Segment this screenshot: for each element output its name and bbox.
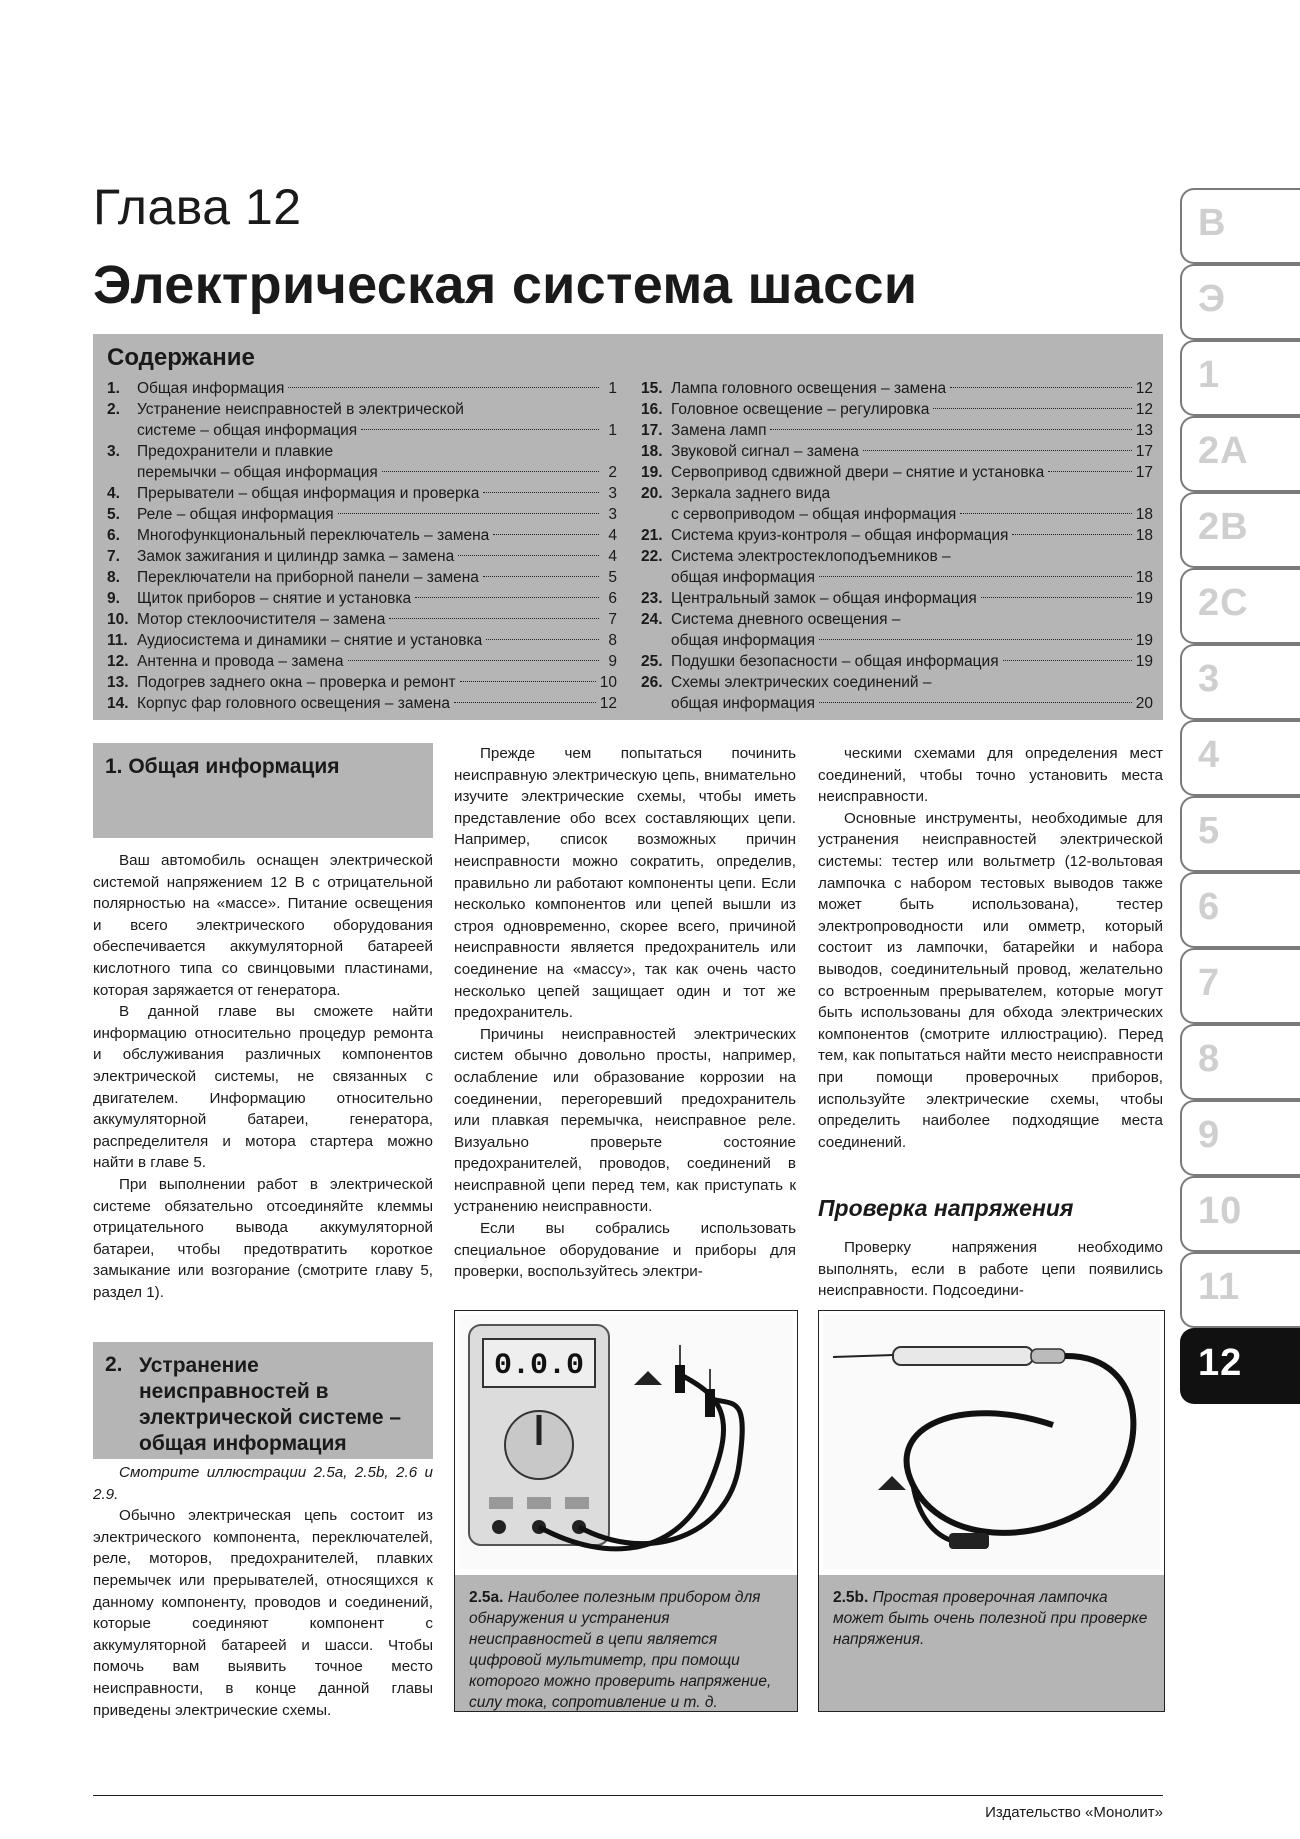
toc-entry-page: 17 [1135, 464, 1153, 481]
toc-entry-page: 4 [608, 548, 617, 565]
toc-entry-text: Прерыватели – общая информация и проверка [137, 485, 480, 502]
toc-entry-text: Аудиосистема и динамики – снятие и установка [137, 632, 483, 649]
toc-entry [107, 420, 617, 441]
figure-caption-text: Наиболее полезным прибором для обнаружения и устранения неисправностей в цепи является цифровой мультиметр, при помощи которого можно проверить напряжение, силу тока, сопротивление и т. д. [469, 1589, 772, 1711]
toc-entry-text: Головное освещение – регулировка [671, 401, 930, 418]
chapter-tab-в[interactable] [1180, 188, 1300, 264]
chapter-tab-label: 6 [1198, 886, 1221, 928]
toc-entry [641, 546, 1153, 567]
subsection-title: Проверка напряжения [818, 1195, 1074, 1221]
toc-entry-number: 5. [107, 506, 120, 523]
toc-entry-number: 1. [107, 380, 120, 397]
toc-entry-number: 23. [641, 590, 663, 607]
toc-entry-number: 18. [641, 443, 663, 460]
column-2-body [454, 743, 796, 1283]
chapter-tab-label: 4 [1198, 734, 1221, 776]
figure-2-5a [454, 1310, 798, 1712]
chapter-tab-label: 2A [1198, 430, 1249, 472]
toc-entry-text: Звуковой сигнал – замена [671, 443, 859, 460]
toc-entry-page: 9 [608, 653, 617, 670]
toc-entry-text: общая информация [671, 695, 815, 712]
toc-column-left [107, 378, 617, 714]
toc-entry-text: Устранение неисправностей в электрической [137, 401, 464, 418]
chapter-tab-э[interactable] [1180, 264, 1300, 340]
toc-leader-dots [950, 387, 1132, 388]
figure-label: 2.5a. [469, 1589, 504, 1606]
toc-entry-number: 21. [641, 527, 663, 544]
toc-entry-page: 19 [1135, 632, 1153, 649]
toc-entry-text: Щиток приборов – снятие и установка [137, 590, 412, 607]
toc-entry [107, 693, 617, 714]
figure-label: 2.5b. [833, 1589, 869, 1606]
toc-entry-page: 12 [1135, 401, 1153, 418]
toc-entry-text: Зеркала заднего вида [671, 485, 831, 502]
toc-title: Содержание [107, 344, 255, 371]
toc-column-right [641, 378, 1153, 714]
toc-entry-text: системе – общая информация [137, 422, 358, 439]
toc-entry-number: 16. [641, 401, 663, 418]
toc-entry-page: 3 [608, 506, 617, 523]
multimeter-illustration [459, 1315, 793, 1569]
figure-caption [819, 1575, 1164, 1711]
toc-entry [107, 630, 617, 651]
toc-entry-text: общая информация [671, 569, 815, 586]
toc-entry [641, 651, 1153, 672]
toc-entry-text: Мотор стеклоочистителя – замена [137, 611, 386, 628]
toc-leader-dots [981, 597, 1132, 598]
toc-entry-number: 8. [107, 569, 120, 586]
paragraph: Обычно электрическая цепь состоит из электрического компонента, переключателей, реле, моторов, предохранителей, плавких перемычек или прерывателей, относящихся к данному компоненту, проводов и соединений, которые соединяют компонент с аккумуляторной батареей и шасси. Чтобы помочь вам выявить точное место неисправности, в конце данной главы приведены электрические схемы. [93, 1507, 433, 1719]
chapter-tab-1[interactable] [1180, 340, 1300, 416]
section-2-number: 2. [105, 1353, 123, 1376]
chapter-tab-5[interactable] [1180, 796, 1300, 872]
publisher: Издательство «Монолит» [985, 1804, 1163, 1821]
toc-entry [107, 609, 617, 630]
toc-leader-dots [1012, 534, 1131, 535]
paragraph: Основные инструменты, необходимые для устранения неисправностей электрической системы: тестер или вольтметр (12-вольтовая лампочка с набором тестовых выводов также может быть использована), тестер электропроводности или омметр, который состоит из лампочки, батарейки и набора выводов, соединительный провод, желательно со встроенным прерывателем, которые могут быть использованы для обхода электрических компонентов (смотрите иллюстрацию). Перед тем, как попытаться найти место неисправности при помощи проверочных приборов, используйте электрические схемы, чтобы определить наиболее подходящие места соединений. [818, 809, 1163, 1151]
footer-divider [93, 1795, 1163, 1796]
paragraph: Прежде чем попытаться починить неисправную электрическую цепь, внимательно изучите электрические схемы, чтобы иметь представление обо всех составляющих цепи. Например, список возможных причин неисправности можно сократить, определив, правильно ли работают компоненты цепи. Если несколько компонентов или цепей вышли из строя одновременно, скорее всего, причиной неисправности является предохранитель или соединение на «массу», так как очень часто несколько цепей защищает один и тот же предохранитель. [454, 745, 796, 1022]
paragraph: При выполнении работ в электрической системе обязательно отсоединяйте клеммы отрицательного вывода аккумуляторной батареи, чтобы предотвратить короткое замыкание или возгорание (смотрите главу 5, раздел 1). [93, 1175, 433, 1301]
toc-entry-page: 2 [608, 464, 617, 481]
toc-entry-number: 13. [107, 674, 129, 691]
toc-entry-page: 19 [1135, 590, 1153, 607]
toc-leader-dots [819, 702, 1132, 703]
toc-entry-text: перемычки – общая информация [137, 464, 378, 481]
paragraph: Если вы собрались использовать специальное оборудование и приборы для проверки, воспользуйтесь электри- [454, 1220, 796, 1281]
toc-entry-number: 9. [107, 590, 120, 607]
toc-entry-number: 20. [641, 485, 663, 502]
chapter-tab-2c[interactable] [1180, 568, 1300, 644]
multimeter-photo [459, 1315, 793, 1569]
toc-leader-dots [1003, 660, 1132, 661]
toc-entry-page: 1 [608, 380, 617, 397]
toc-entry-page: 19 [1135, 653, 1153, 670]
chapter-tab-label: 5 [1198, 810, 1221, 852]
toc-entry-number: 14. [107, 695, 129, 712]
paragraph: Причины неисправностей электрических систем обычно довольно просты, например, ослабление или образование коррозии на соединении, перегоревший предохранитель или плавкая перемычка, неисправное реле. Визуально проверьте состояние предохранителей, проводов, соединений в неисправной цепи перед тем, как приступать к устранению неисправности. [454, 1025, 796, 1216]
toc-entry-text: Лампа головного освещения – замена [671, 380, 947, 397]
chapter-tab-label: 7 [1198, 962, 1221, 1004]
toc-entry-page: 6 [608, 590, 617, 607]
toc-entry [641, 609, 1153, 630]
toc-entry [641, 630, 1153, 651]
chapter-tab-label: 3 [1198, 658, 1221, 700]
toc-entry-page: 20 [1135, 695, 1153, 712]
toc-entry-text: Система электростеклоподъемников – [671, 548, 951, 565]
section-1-heading [93, 743, 433, 838]
toc-entry-number: 3. [107, 443, 120, 460]
figure-caption-text: Простая проверочная лампочка может быть очень полезной при проверке напряжения. [833, 1589, 1148, 1648]
toc-entry [641, 672, 1153, 693]
toc-leader-dots [348, 660, 599, 661]
chapter-tab-label: 2C [1198, 582, 1249, 624]
toc-leader-dots [458, 555, 599, 556]
chapter-tab-label: 1 [1198, 354, 1221, 396]
chapter-tab-label: В [1198, 202, 1227, 244]
section-2-heading [93, 1342, 433, 1459]
paragraph: В данной главе вы сможете найти информацию относительно процедур ремонта и обслуживания различных компонентов электрической системы, не связанных с двигателем. Информацию относительно аккумуляторной батареи, генератора, распределителя и мотора стартера можно найти в главе 5. [93, 1003, 433, 1172]
toc-entry-number: 11. [107, 632, 128, 649]
chapter-tab-12[interactable] [1180, 1328, 1300, 1404]
chapter-tab-11[interactable] [1180, 1252, 1300, 1328]
toc-entry-page: 13 [1135, 422, 1153, 439]
toc-entry-page: 10 [599, 674, 617, 691]
toc-entry [641, 588, 1153, 609]
toc-leader-dots [770, 429, 1131, 430]
toc-entry [641, 420, 1153, 441]
toc-entry [107, 504, 617, 525]
toc-entry-text: Замена ламп [671, 422, 767, 439]
chapter-tab-2b[interactable] [1180, 492, 1300, 568]
chapter-tab-9[interactable] [1180, 1100, 1300, 1176]
toc-entry-number: 6. [107, 527, 120, 544]
chapter-tab-label: Э [1198, 278, 1227, 320]
chapter-tab-label: 11 [1198, 1266, 1241, 1308]
chapter-tab-label: 9 [1198, 1114, 1221, 1156]
toc-entry-text: Подушки безопасности – общая информация [671, 653, 999, 670]
chapter-tab-label: 12 [1198, 1342, 1243, 1384]
toc-entry-text: Реле – общая информация [137, 506, 334, 523]
toc-entry-number: 19. [641, 464, 663, 481]
toc-leader-dots [338, 513, 599, 514]
toc-entry-text: Общая информация [137, 380, 285, 397]
paragraph: Проверку напряжения необходимо выполнять, если в работе цепи появились неисправности. Подсоедини- [818, 1239, 1163, 1300]
section-1-title: 1. Общая информация [105, 755, 340, 778]
toc-entry [107, 672, 617, 693]
chapter-tab-6[interactable] [1180, 872, 1300, 948]
toc-entry [107, 651, 617, 672]
illustration-note: Смотрите иллюстрации 2.5a, 2.5b, 2.6 и 2.9. [93, 1464, 433, 1503]
toc-entry [107, 462, 617, 483]
chapter-tab-7[interactable] [1180, 948, 1300, 1024]
toc-entry [107, 399, 617, 420]
chapter-tab-label: 8 [1198, 1038, 1221, 1080]
toc-leader-dots [382, 471, 599, 472]
subsection-body [818, 1237, 1163, 1302]
toc-entry [641, 462, 1153, 483]
toc-leader-dots [1048, 471, 1131, 472]
toc-entry-number: 15. [641, 380, 663, 397]
chapter-tab-label: 2B [1198, 506, 1249, 548]
toc-leader-dots [819, 576, 1132, 577]
chapter-tab-2a[interactable] [1180, 416, 1300, 492]
toc-entry [107, 525, 617, 546]
toc-entry-text: общая информация [671, 632, 815, 649]
chapter-label: Глава 12 [93, 179, 302, 235]
test-lamp-illustration [823, 1315, 1160, 1569]
toc-entry [641, 441, 1153, 462]
toc-entry-page: 17 [1135, 443, 1153, 460]
column-3-body [818, 743, 1163, 1153]
toc-leader-dots [819, 639, 1132, 640]
chapter-tab-3[interactable] [1180, 644, 1300, 720]
toc-entry-number: 26. [641, 674, 663, 691]
toc-entry-text: Система круиз-контроля – общая информация [671, 527, 1009, 544]
toc-leader-dots [415, 597, 599, 598]
toc-entry-page: 5 [608, 569, 617, 586]
toc-entry-page: 12 [1135, 380, 1153, 397]
toc-leader-dots [933, 408, 1131, 409]
toc-leader-dots [960, 513, 1131, 514]
toc-entry [107, 567, 617, 588]
toc-entry-text: Предохранители и плавкие [137, 443, 334, 460]
figure-caption [455, 1575, 797, 1711]
toc-entry-number: 17. [641, 422, 663, 439]
toc-entry-number: 22. [641, 548, 663, 565]
toc-leader-dots [483, 492, 599, 493]
toc-entry [641, 567, 1153, 588]
toc-entry-text: с сервоприводом – общая информация [671, 506, 957, 523]
table-of-contents [93, 334, 1163, 720]
toc-leader-dots [486, 639, 599, 640]
toc-entry-page: 18 [1135, 569, 1153, 586]
toc-entry-page: 18 [1135, 527, 1153, 544]
toc-leader-dots [288, 387, 599, 388]
page-title: Электрическая система шасси [93, 255, 918, 315]
toc-entry-page: 18 [1135, 506, 1153, 523]
section-2-body [93, 1462, 433, 1721]
toc-entry-page: 3 [608, 485, 617, 502]
toc-entry-text: Замок зажигания и цилиндр замка – замена [137, 548, 455, 565]
toc-leader-dots [389, 618, 599, 619]
section-2-title: Устранение неисправностей в электрической системе – общая информация [139, 1354, 402, 1455]
toc-entry-text: Система дневного освещения – [671, 611, 901, 628]
toc-entry-page: 8 [608, 632, 617, 649]
toc-entry [641, 483, 1153, 504]
toc-entry-number: 24. [641, 611, 663, 628]
toc-leader-dots [863, 450, 1132, 451]
toc-entry-text: Переключатели на приборной панели – замена [137, 569, 479, 586]
toc-entry-number: 25. [641, 653, 663, 670]
toc-entry-text: Многофункциональный переключатель – замена [137, 527, 490, 544]
toc-entry-number: 10. [107, 611, 129, 628]
toc-leader-dots [361, 429, 599, 430]
toc-entry [641, 525, 1153, 546]
chapter-tab-8[interactable] [1180, 1024, 1300, 1100]
toc-entry-number: 4. [107, 485, 120, 502]
chapter-tab-4[interactable] [1180, 720, 1300, 796]
chapter-tab-label: 10 [1198, 1190, 1243, 1232]
toc-entry-text: Подогрев заднего окна – проверка и ремонт [137, 674, 456, 691]
toc-entry [107, 483, 617, 504]
toc-entry-page: 1 [608, 422, 617, 439]
toc-entry-number: 7. [107, 548, 120, 565]
multimeter-display: 0.0.0 [493, 1349, 585, 1383]
toc-entry-number: 12. [107, 653, 129, 670]
toc-entry [107, 546, 617, 567]
toc-entry [641, 504, 1153, 525]
toc-leader-dots [483, 576, 599, 577]
toc-entry [107, 378, 617, 399]
toc-entry [107, 588, 617, 609]
figure-2-5b [818, 1310, 1165, 1712]
toc-entry-text: Корпус фар головного освещения – замена [137, 695, 450, 712]
toc-leader-dots [460, 681, 596, 682]
toc-leader-dots [493, 534, 599, 535]
toc-entry-number: 2. [107, 401, 120, 418]
toc-entry-text: Сервопривод сдвижной двери – снятие и установка [671, 464, 1045, 481]
paragraph: Ваш автомобиль оснащен электрической системой напряжением 12 В с отрицательной полярностью на «массе». Питание освещения и всего электрического оборудования обеспечивается аккумуляторной батареей кислотного типа со свинцовыми пластинами, которая заряжается от генератора. [93, 852, 433, 999]
toc-entry-text: Центральный замок – общая информация [671, 590, 977, 607]
toc-entry [641, 378, 1153, 399]
section-1-body [93, 850, 433, 1303]
paragraph: ческими схемами для определения мест соединений, чтобы точно установить места неисправности. [818, 745, 1163, 806]
toc-entry [107, 441, 617, 462]
chapter-tab-10[interactable] [1180, 1176, 1300, 1252]
toc-entry [641, 693, 1153, 714]
test-lamp-photo [823, 1315, 1160, 1569]
toc-entry-page: 12 [599, 695, 617, 712]
toc-entry-text: Схемы электрических соединений – [671, 674, 932, 691]
toc-entry [641, 399, 1153, 420]
toc-entry-page: 7 [608, 611, 617, 628]
toc-entry-page: 4 [608, 527, 617, 544]
toc-leader-dots [454, 702, 596, 703]
toc-entry-text: Антенна и провода – замена [137, 653, 344, 670]
